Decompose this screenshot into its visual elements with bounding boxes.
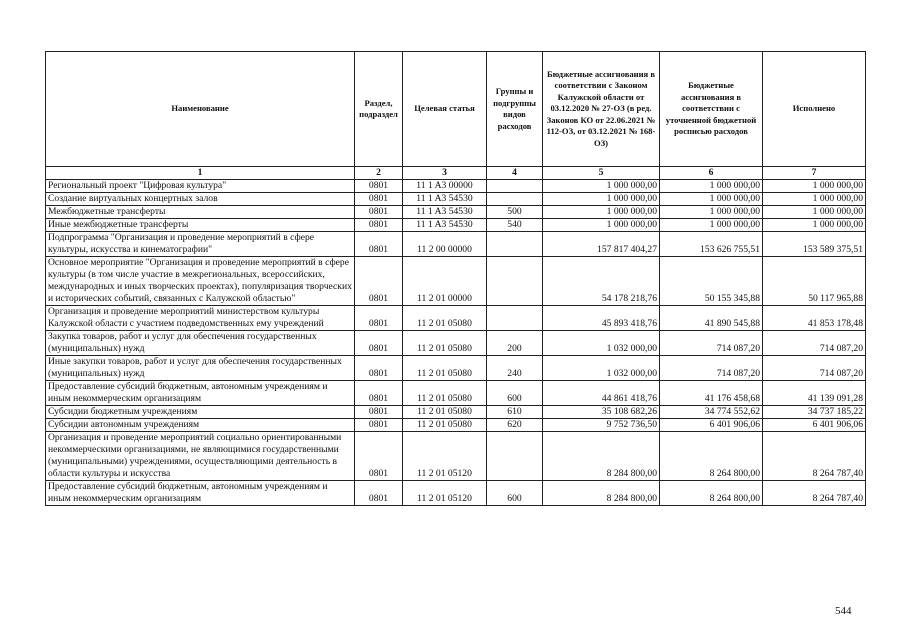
header-section: Раздел, подраздел: [355, 52, 403, 167]
header-group: Группы и подгруппы видов расходов: [487, 52, 543, 167]
cell-executed-amount: 41 853 178,48: [763, 306, 866, 331]
cell-name: Основное мероприятие "Организация и проведение мероприятий в сфере культуры (в том числе участие в межрегиональных, всероссийских, международных и иных творческих проектах), популяризация творческих и исторических событий, связанных с Калужской областью": [46, 257, 355, 306]
cell-executed-amount: 714 087,20: [763, 331, 866, 356]
column-number: 6: [660, 167, 763, 180]
cell-law-amount: 1 000 000,00: [543, 206, 660, 219]
column-number: 2: [355, 167, 403, 180]
cell-executed-amount: 34 737 185,22: [763, 406, 866, 419]
table-row: [46, 232, 866, 257]
cell-refined-amount: 8 264 800,00: [660, 432, 763, 481]
cell-refined-amount: 8 264 800,00: [660, 481, 763, 506]
cell-section: 0801: [355, 432, 403, 481]
column-number: 4: [487, 167, 543, 180]
cell-group: 240: [487, 356, 543, 381]
cell-group: [487, 306, 543, 331]
cell-executed-amount: 153 589 375,51: [763, 232, 866, 257]
cell-law-amount: 35 108 682,26: [543, 406, 660, 419]
budget-table: [45, 51, 866, 506]
cell-name: Закупка товаров, работ и услуг для обеспечения государственных (муниципальных) нужд: [46, 331, 355, 356]
column-number: 3: [403, 167, 487, 180]
header-target: Целевая статья: [403, 52, 487, 167]
cell-name: Региональный проект "Цифровая культура": [46, 180, 355, 193]
table-row: [46, 356, 866, 381]
cell-group: [487, 180, 543, 193]
cell-law-amount: 45 893 418,76: [543, 306, 660, 331]
cell-law-amount: 1 000 000,00: [543, 180, 660, 193]
cell-name: Подпрограмма "Организация и проведение мероприятий в сфере культуры, искусства и кинематографии": [46, 232, 355, 257]
table-row: [46, 406, 866, 419]
cell-name: Предоставление субсидий бюджетным, автономным учреждениям и иным некоммерческим организациям: [46, 481, 355, 506]
cell-refined-amount: 34 774 552,62: [660, 406, 763, 419]
cell-section: 0801: [355, 206, 403, 219]
cell-section: 0801: [355, 193, 403, 206]
cell-law-amount: 1 000 000,00: [543, 219, 660, 232]
cell-name: Организация и проведение мероприятий министерством культуры Калужской области с участием подведомственных ему учреждений: [46, 306, 355, 331]
cell-law-amount: 8 284 800,00: [543, 481, 660, 506]
column-number: 1: [46, 167, 355, 180]
cell-group: [487, 232, 543, 257]
cell-executed-amount: 50 117 965,88: [763, 257, 866, 306]
cell-refined-amount: 50 155 345,88: [660, 257, 763, 306]
cell-section: 0801: [355, 406, 403, 419]
cell-law-amount: 1 032 000,00: [543, 331, 660, 356]
cell-refined-amount: 714 087,20: [660, 331, 763, 356]
cell-group: 610: [487, 406, 543, 419]
cell-target: 11 2 01 05080: [403, 356, 487, 381]
cell-name: Межбюджетные трансферты: [46, 206, 355, 219]
cell-target: 11 2 01 05080: [403, 331, 487, 356]
cell-law-amount: 54 178 218,76: [543, 257, 660, 306]
cell-section: 0801: [355, 331, 403, 356]
cell-group: 620: [487, 419, 543, 432]
cell-section: 0801: [355, 232, 403, 257]
cell-target: 11 1 A3 54530: [403, 219, 487, 232]
table-row: [46, 306, 866, 331]
cell-law-amount: 157 817 404,27: [543, 232, 660, 257]
cell-target: 11 2 00 00000: [403, 232, 487, 257]
cell-group: 200: [487, 331, 543, 356]
table-row: [46, 432, 866, 481]
header-law: Бюджетные ассигнования в соответствии с Законом Калужской области от 03.12.2020 № 27-ОЗ (в ред. Законов КО от 22.06.2021 № 112-ОЗ, от 03.12.2021 № 168-ОЗ): [543, 52, 660, 167]
cell-target: 11 1 A3 54530: [403, 206, 487, 219]
cell-name: Субсидии бюджетным учреждениям: [46, 406, 355, 419]
cell-law-amount: 9 752 736,50: [543, 419, 660, 432]
column-number: 5: [543, 167, 660, 180]
cell-section: 0801: [355, 381, 403, 406]
cell-target: 11 2 01 05080: [403, 419, 487, 432]
cell-law-amount: 8 284 800,00: [543, 432, 660, 481]
cell-target: 11 2 01 00000: [403, 257, 487, 306]
cell-section: 0801: [355, 219, 403, 232]
table-row: [46, 419, 866, 432]
cell-group: 600: [487, 481, 543, 506]
cell-section: 0801: [355, 419, 403, 432]
cell-executed-amount: 1 000 000,00: [763, 206, 866, 219]
cell-target: 11 1 A3 54530: [403, 193, 487, 206]
cell-refined-amount: 714 087,20: [660, 356, 763, 381]
cell-section: 0801: [355, 257, 403, 306]
cell-name: Иные межбюджетные трансферты: [46, 219, 355, 232]
cell-section: 0801: [355, 356, 403, 381]
table-row: [46, 219, 866, 232]
table-row: [46, 381, 866, 406]
cell-refined-amount: 153 626 755,51: [660, 232, 763, 257]
cell-group: 600: [487, 381, 543, 406]
column-number: 7: [763, 167, 866, 180]
header-executed: Исполнено: [763, 52, 866, 167]
cell-name: Создание виртуальных концертных залов: [46, 193, 355, 206]
cell-refined-amount: 1 000 000,00: [660, 193, 763, 206]
table-row: [46, 180, 866, 193]
cell-name: Иные закупки товаров, работ и услуг для обеспечения государственных (муниципальных) нужд: [46, 356, 355, 381]
cell-executed-amount: 1 000 000,00: [763, 219, 866, 232]
cell-refined-amount: 1 000 000,00: [660, 180, 763, 193]
cell-executed-amount: 1 000 000,00: [763, 180, 866, 193]
cell-law-amount: 1 032 000,00: [543, 356, 660, 381]
column-number-row: [46, 167, 866, 180]
cell-section: 0801: [355, 306, 403, 331]
header-row: [46, 52, 866, 167]
cell-refined-amount: 1 000 000,00: [660, 206, 763, 219]
header-name: Наименование: [46, 52, 355, 167]
cell-executed-amount: 8 264 787,40: [763, 481, 866, 506]
cell-group: [487, 193, 543, 206]
table-row: [46, 193, 866, 206]
page-number: 544: [835, 605, 852, 617]
table-row: [46, 206, 866, 219]
cell-group: 500: [487, 206, 543, 219]
cell-target: 11 2 01 05120: [403, 481, 487, 506]
table-row: [46, 331, 866, 356]
cell-name: Субсидии автономным учреждениям: [46, 419, 355, 432]
cell-target: 11 2 01 05080: [403, 306, 487, 331]
cell-target: 11 1 A3 00000: [403, 180, 487, 193]
header-refined: Бюджетные ассигнования в соответствии с уточненной бюджетной росписью расходов: [660, 52, 763, 167]
cell-name: Организация и проведение мероприятий социально ориентированными некоммерческими организациями, не являющимися государственными (муниципальными) учреждениями, осуществляющими деятельность в области культуры и искусства: [46, 432, 355, 481]
cell-refined-amount: 6 401 906,06: [660, 419, 763, 432]
table-row: [46, 481, 866, 506]
cell-name: Предоставление субсидий бюджетным, автономным учреждениям и иным некоммерческим организациям: [46, 381, 355, 406]
cell-law-amount: 44 861 418,76: [543, 381, 660, 406]
cell-target: 11 2 01 05080: [403, 381, 487, 406]
cell-executed-amount: 714 087,20: [763, 356, 866, 381]
cell-executed-amount: 1 000 000,00: [763, 193, 866, 206]
cell-target: 11 2 01 05120: [403, 432, 487, 481]
cell-law-amount: 1 000 000,00: [543, 193, 660, 206]
cell-executed-amount: 41 139 091,28: [763, 381, 866, 406]
cell-refined-amount: 41 890 545,88: [660, 306, 763, 331]
cell-section: 0801: [355, 180, 403, 193]
cell-target: 11 2 01 05080: [403, 406, 487, 419]
cell-refined-amount: 41 176 458,68: [660, 381, 763, 406]
cell-group: [487, 257, 543, 306]
cell-executed-amount: 6 401 906,06: [763, 419, 866, 432]
cell-group: [487, 432, 543, 481]
table-row: [46, 257, 866, 306]
cell-refined-amount: 1 000 000,00: [660, 219, 763, 232]
cell-executed-amount: 8 264 787,40: [763, 432, 866, 481]
cell-section: 0801: [355, 481, 403, 506]
cell-group: 540: [487, 219, 543, 232]
